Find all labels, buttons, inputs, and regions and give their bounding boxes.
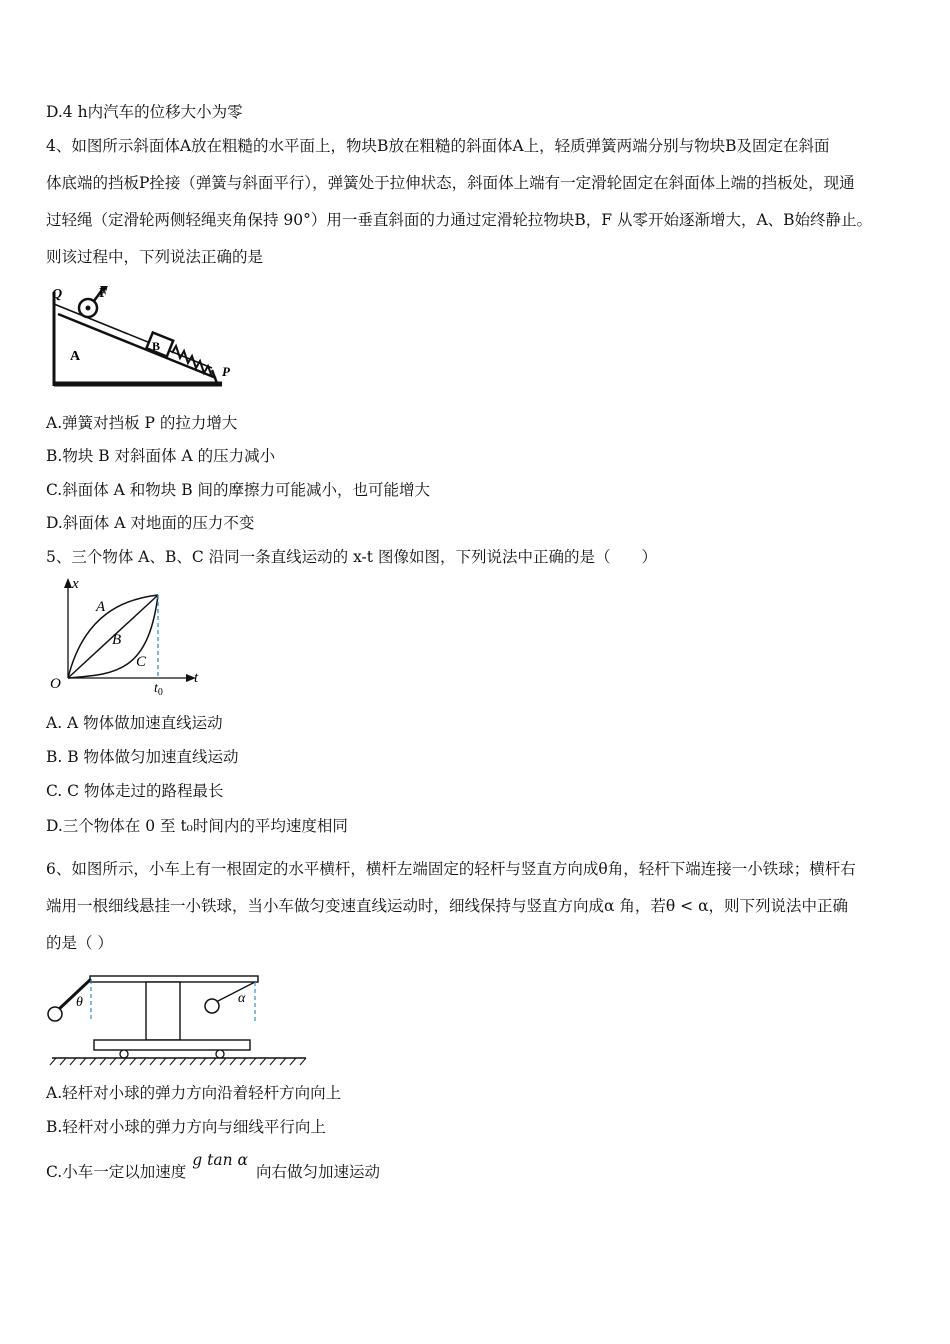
- q5-option-b: B. B 物体做匀加速直线运动: [46, 748, 239, 766]
- q5-curve-label-b: B: [112, 632, 122, 648]
- q6-stem-line-2: 端用一根细线悬挂一小铁球，当小车做匀变速直线运动时，细线保持与竖直方向成α 角，若θ < α，则下列说法中正确: [46, 897, 849, 915]
- q5-xt-graph: [44, 574, 214, 699]
- q4-label-f: F: [99, 286, 108, 301]
- q4-stem-line-2: 体底端的挡板P拴接（弹簧与斜面平行），弹簧处于拉伸状态，斜面体上端有一定滑轮固定在斜面体上端的挡板处，现通: [46, 174, 855, 192]
- q6-stem-line-1: 6、如图所示，小车上有一根固定的水平横杆，横杆左端固定的轻杆与竖直方向成θ角，轻杆下端连接一小铁球；横杆右: [46, 860, 856, 878]
- q5-tick-label-t0: $t_0$: [154, 681, 163, 698]
- q4-incline-figure: [44, 280, 244, 395]
- q6-option-a: A.轻杆对小球的弹力方向沿着轻杆方向向上: [46, 1084, 342, 1102]
- q4-label-p: P: [222, 364, 230, 379]
- q4-stem-line-3: 过轻绳（定滑轮两侧轻绳夹角保持 90°）用一垂直斜面的力通过定滑轮拉物块B，F 从零开始逐渐增大，A、B始终静止。: [46, 211, 873, 229]
- q4-option-b: B.物块 B 对斜面体 A 的压力减小: [46, 447, 276, 465]
- q4-option-d: D.斜面体 A 对地面的压力不变: [46, 514, 255, 532]
- q5-option-a: A. A 物体做加速直线运动: [46, 714, 223, 732]
- q4-option-a: A.弹簧对挡板 P 的拉力增大: [46, 414, 238, 432]
- q4-stem-line-1: 4、如图所示斜面体A放在粗糙的水平面上，物块B放在粗糙的斜面体A上，轻质弹簧两端分别与物块B及固定在斜面: [46, 137, 830, 155]
- q3-option-d: D.4 h内汽车的位移大小为零: [46, 103, 243, 121]
- q5-stem: 5、三个物体 A、B、C 沿同一条直线运动的 x-t 图像如图，下列说法中正确的是（ ）: [46, 548, 657, 566]
- q6-stem-line-3: 的是（ ）: [46, 934, 113, 952]
- q5-axis-label-x: x: [72, 576, 79, 592]
- q4-option-c: C.斜面体 A 和物块 B 间的摩擦力可能减小，也可能增大: [46, 481, 431, 499]
- q5-option-d: D.三个物体在 0 至 t₀时间内的平均速度相同: [46, 817, 348, 835]
- q6-angle-alpha: α: [238, 991, 246, 1006]
- q6-option-c-suffix: 向右做匀加速运动: [255, 1163, 380, 1181]
- q4-stem-line-4: 则该过程中，下列说法正确的是: [46, 248, 264, 266]
- q6-option-b: B.轻杆对小球的弹力方向与细线平行向上: [46, 1118, 326, 1136]
- q6-option-c-prefix: C.小车一定以加速度: [46, 1163, 187, 1181]
- q5-option-c: C. C 物体走过的路程最长: [46, 782, 224, 800]
- q4-label-b: B: [152, 339, 161, 353]
- q6-option-c: [46, 1151, 380, 1182]
- q6-cart-figure: [44, 968, 314, 1068]
- q6-angle-theta: θ: [76, 995, 83, 1010]
- q5-axis-label-t: t: [194, 670, 199, 686]
- q4-label-q: Q: [52, 287, 63, 302]
- q4-label-a: A: [70, 349, 81, 364]
- q5-origin-label: O: [50, 676, 61, 692]
- q5-curve-label-a: A: [96, 599, 106, 615]
- q6-option-c-formula: g tan α: [192, 1151, 248, 1169]
- q5-curve-label-c: C: [136, 654, 147, 670]
